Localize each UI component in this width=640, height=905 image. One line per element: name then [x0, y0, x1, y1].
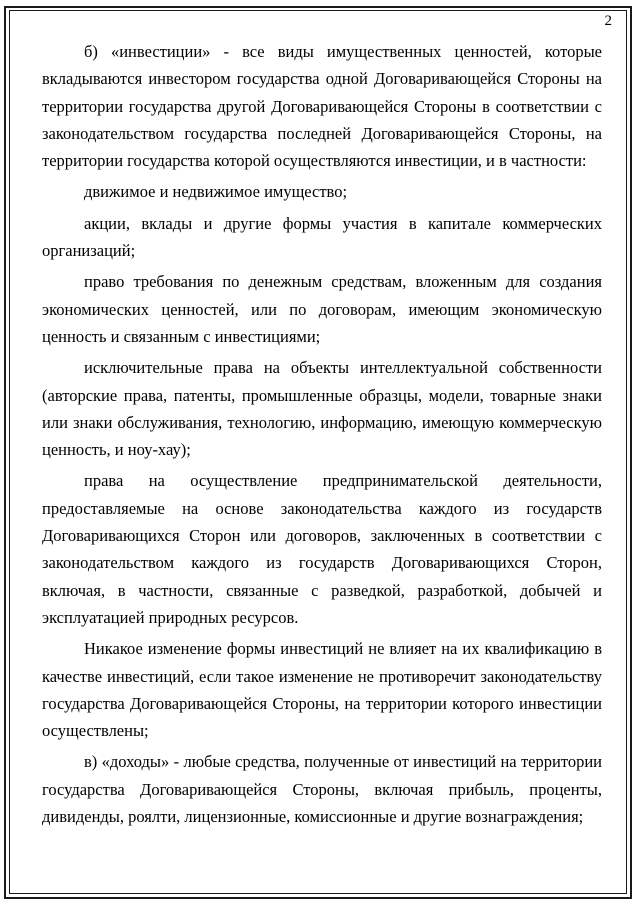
paragraph-form-change: Никакое изменение формы инвестиций не влияет на их квалификацию в качестве инвестиций, если такое изменение не противоречит законодательству государства Договаривающейся Стороны, на территории которого инвестиции осуществлены;	[42, 639, 602, 741]
paragraph-property: движимое и недвижимое имущество;	[84, 182, 348, 202]
page-number: 2	[604, 13, 612, 29]
paragraph-monetary-claims: право требования по денежным средствам, вложенным для создания экономических ценностей, или по договорам, имеющим экономическую ценность и связанным с инвестициями;	[42, 272, 602, 346]
paragraph-shares: акции, вклады и другие формы участия в капитале коммерческих организаций;	[42, 213, 602, 261]
paragraph-income-definition: в) «доходы» - любые средства, полученные от инвестиций на территории государства Договаривающейся Стороны, включая прибыль, проценты, дивиденды, роялти, лицензионные, комиссионные и другие вознаграждения;	[42, 752, 602, 827]
document-body	[42, 38, 602, 830]
paragraph-business-rights: права на осуществление предпринимательской деятельности, предоставляемые на основе законодательства каждого из государств Договаривающихся Сторон или договоров, заключенных в соответствии с законодательством каждого из государств Договаривающихся Сторон, включая, в частности, связанные с разведкой, разработкой, добычей и эксплуатацией природных ресурсов.	[42, 471, 602, 627]
paragraph-investments-definition: б) «инвестиции» - все виды имущественных ценностей, которые вкладываются инвестором государства одной Договаривающейся Стороны на территории государства другой Договаривающейся Стороны в соответствии с законодательством государства последней Договаривающейся Стороны, на территории государства которой осуществляются инвестиции, и в частности:	[42, 42, 602, 171]
paragraph-intellectual-property: исключительные права на объекты интеллектуальной собственности (авторские права, патенты, промышленные образцы, модели, товарные знаки или знаки обслуживания, технологию, информацию, имеющую коммерческую ценность, и ноу-хау);	[42, 358, 602, 460]
